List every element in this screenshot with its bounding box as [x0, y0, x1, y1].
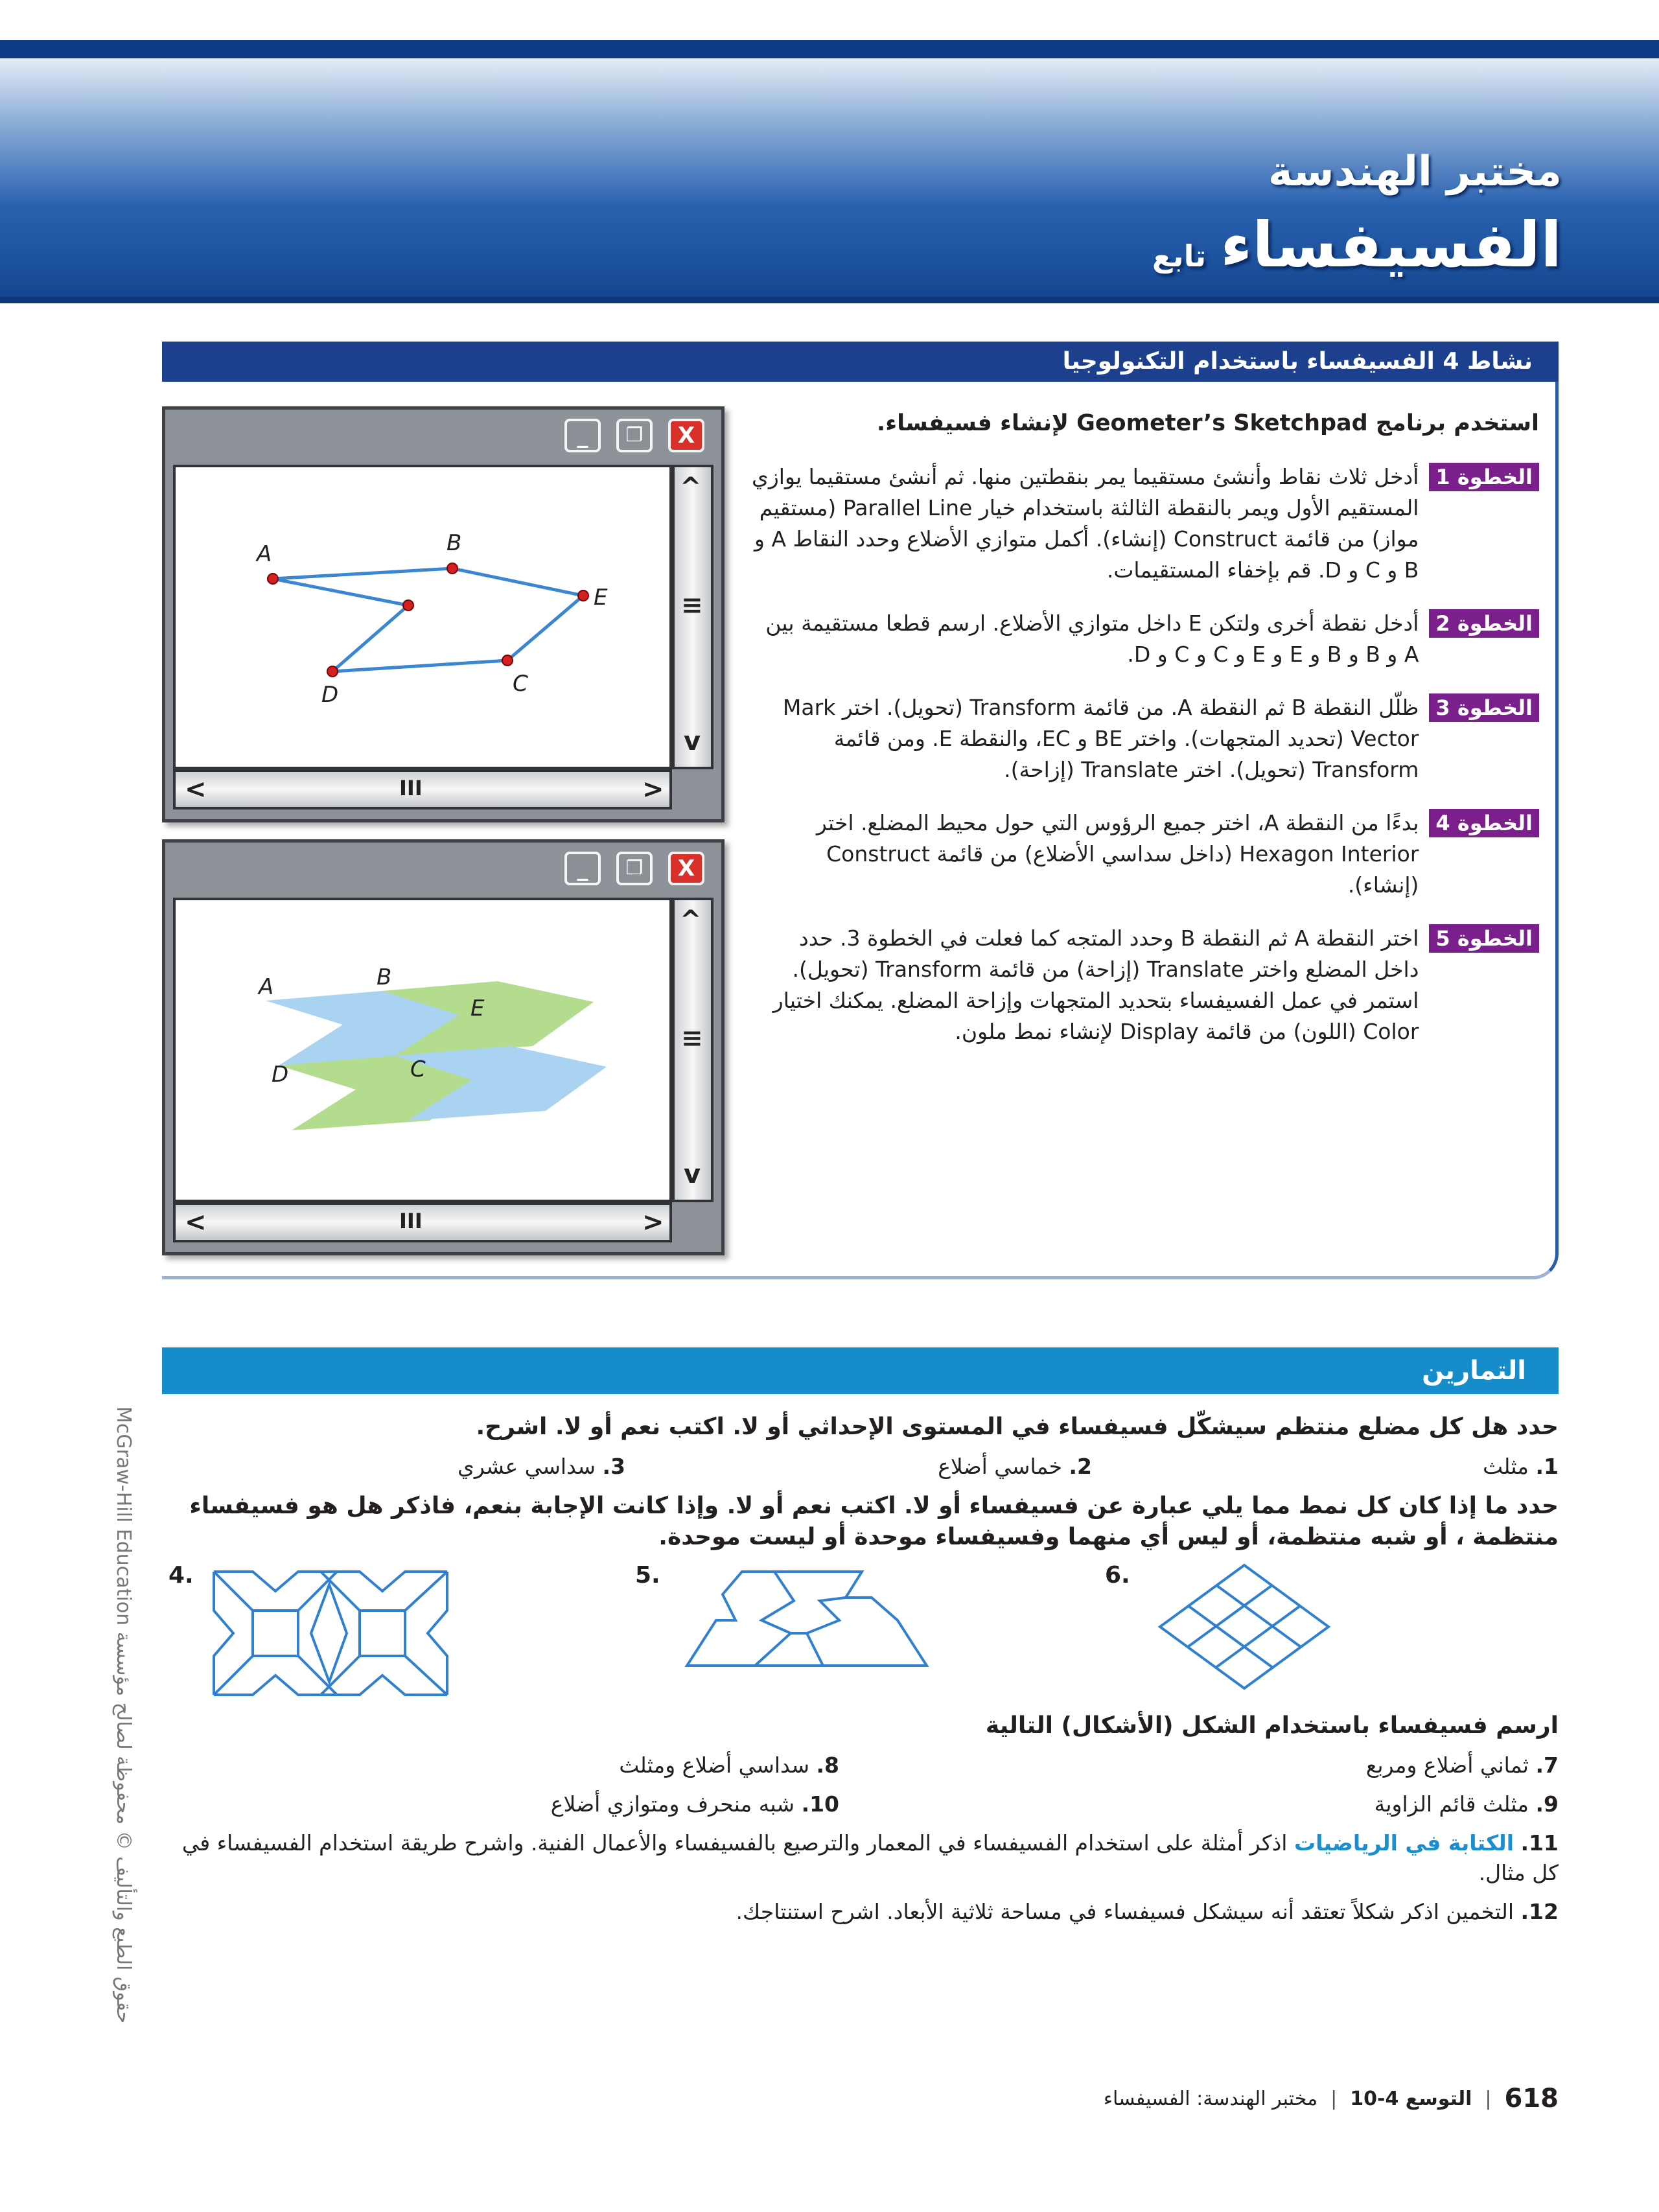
figure-5-number: 5.	[635, 1562, 660, 1589]
minimize-button[interactable]: _	[564, 852, 601, 885]
exercise-number: 1.	[1535, 1454, 1559, 1479]
page-number: 618	[1504, 2084, 1559, 2113]
step-label: الخطوة 5	[1429, 924, 1539, 953]
exercise-number: 8.	[816, 1752, 839, 1778]
page-title	[1152, 206, 1562, 295]
scroll-thumb-v[interactable]: ≡	[681, 590, 703, 620]
exercise-text: مثلث قائم الزاوية	[1374, 1791, 1529, 1817]
step-2	[752, 608, 1539, 670]
step-text: بدءًا من النقطة A، اختر جميع الرؤوس التي حول محيط المضلع. اختر Hexagon Interior (داخل سداسي الأضلاع) من قائمة Construct (إنشاء).	[816, 810, 1419, 898]
copyright-notice: McGraw-Hill Education حقوق الطبع والتأليف © محفوظة لصالح مؤسسة	[112, 1406, 135, 2024]
close-button[interactable]: X	[668, 852, 704, 885]
footer-divider: |	[1485, 2087, 1492, 2110]
exercise-7	[839, 1751, 1559, 1780]
scroll-right-button[interactable]: >	[642, 774, 664, 804]
label-d: D	[321, 682, 339, 708]
exercise-number: 2.	[1069, 1454, 1092, 1479]
exercise-3	[237, 1452, 625, 1482]
exercise-row-9-10	[165, 1789, 1559, 1819]
exercise-text: خماسي أضلاع	[938, 1454, 1062, 1479]
tessellation-drawing	[176, 900, 669, 1200]
sketchpad-window-2	[162, 839, 725, 1255]
point-c	[502, 655, 513, 666]
exercise-text: التخمين اذكر شكلاً تعتقد أنه سيشكل فسيفساء في مساحة ثلاثية الأبعاد. اشرح استنتاجك.	[736, 1899, 1514, 1924]
step-label: الخطوة 2	[1429, 609, 1539, 638]
exercise-text: مثلث	[1483, 1454, 1529, 1479]
question-2-instruction: حدد ما إذا كان كل نمط مما يلي عبارة عن فسيفساء أو لا. اكتب نعم أو لا. وإذا كانت الإجابة بنعم، فاذكر هل هو فسيفساء منتظمة ، أو شبه منتظمة، أو ليس أي منهما وفسيفساء موحدة أو ليست موحدة.	[189, 1493, 1559, 1550]
exercise-text: سداسي أضلاع ومثلث	[619, 1752, 809, 1778]
step-label: الخطوة 4	[1429, 809, 1539, 837]
sketchpad-window-1	[162, 406, 725, 822]
exercise-text: اذكر أمثلة على استخدام الفسيفساء في المعمار والترصيع بالفسيفساء والأعمال الفنية. واشرح طريقة استخدام الفسيفساء في كل مثال.	[181, 1830, 1559, 1885]
exercise-row-7-8	[165, 1751, 1559, 1780]
label-b: B	[447, 530, 462, 556]
exercise-number: 12.	[1520, 1899, 1559, 1924]
exercise-row-1-3	[165, 1452, 1559, 1482]
restore-button[interactable]: ❐	[616, 852, 653, 885]
label-b: B	[377, 964, 392, 990]
sketch-canvas[interactable]	[173, 465, 672, 769]
footer-lesson: التوسع 4-10	[1350, 2087, 1472, 2110]
scroll-left-button[interactable]: <	[185, 1207, 207, 1237]
exercise-number: 7.	[1535, 1752, 1559, 1778]
scroll-right-button[interactable]: >	[642, 1207, 664, 1237]
header-top-strip	[0, 40, 1659, 58]
scroll-left-button[interactable]: <	[185, 774, 207, 804]
scroll-up-button[interactable]: ^	[680, 472, 702, 502]
step-text: اختر النقطة A ثم النقطة B وحدد المتجه كما فعلت في الخطوة 3. حدد داخل المضلع واختر Translate (إزاحة) من قائمة Transform (تحويل). استمر في عمل الفسيفساء بتحديد المتجهات وإزاحة المضلع. يمكنك اختيار Color (اللون) من قائمة Display لإنشاء نمط ملون.	[772, 926, 1419, 1044]
figure-4-octagon-square-pattern	[207, 1565, 460, 1701]
point-interior	[403, 600, 413, 611]
scroll-thumb-h[interactable]: III	[399, 776, 423, 800]
step-3	[752, 692, 1539, 786]
step-text: ظلّل النقطة B ثم النقطة A. من قائمة Transform (تحويل). اختر Mark Vector (تحديد المتجهات). واختر BE و EC، والنقطة E. ومن قائمة Transform (تحويل). اختر Translate (إزاحة).	[782, 695, 1419, 782]
exercise-text: سداسي عشري	[458, 1454, 596, 1479]
footer-divider: |	[1330, 2087, 1338, 2110]
page-footer	[1104, 2084, 1559, 2113]
hexagon-outline-drawing	[176, 467, 669, 767]
close-button[interactable]: X	[668, 419, 704, 452]
title-tag: تابع	[1152, 239, 1207, 274]
exercise-number: 10.	[801, 1791, 839, 1817]
point-b	[447, 563, 458, 574]
figure-6-number: 6.	[1105, 1562, 1130, 1589]
figure-5-puzzle-pattern	[684, 1568, 936, 1672]
question-3-instruction: ارسم فسيفساء باستخدام الشكل (الأشكال) التالية	[985, 1712, 1559, 1739]
label-a: A	[259, 974, 274, 1000]
label-e: E	[594, 585, 608, 611]
scroll-down-button[interactable]: v	[684, 1159, 701, 1189]
activity-steps	[752, 407, 1539, 1047]
horizontal-scrollbar[interactable]	[173, 769, 672, 809]
step-label: الخطوة 1	[1429, 463, 1539, 491]
step-5	[752, 923, 1539, 1047]
exercise-text: شبه منحرف ومتوازي أضلاع	[550, 1791, 795, 1817]
exercise-1	[1092, 1452, 1559, 1482]
exercise-number: 3.	[602, 1454, 625, 1479]
vertical-scrollbar[interactable]	[672, 898, 713, 1202]
exercise-8	[256, 1751, 839, 1780]
writing-in-math-label: الكتابة في الرياضيات	[1294, 1830, 1514, 1856]
scroll-down-button[interactable]: v	[684, 727, 701, 756]
question-1-instruction: حدد هل كل مضلع منتظم سيشكّل فسيفساء في المستوى الإحداثي أو لا. اكتب نعم أو لا. اشرح.	[476, 1414, 1559, 1440]
label-d: D	[272, 1062, 289, 1088]
label-a: A	[257, 541, 272, 567]
figure-6-rhombus-pattern	[1157, 1562, 1332, 1692]
exercise-12	[165, 1897, 1559, 1927]
scroll-thumb-h[interactable]: III	[399, 1209, 423, 1233]
exercise-2	[625, 1452, 1092, 1482]
exercise-10	[256, 1789, 839, 1819]
figure-4-number: 4.	[168, 1562, 194, 1589]
label-e: E	[470, 995, 485, 1021]
activity-heading: نشاط 4 الفسيفساء باستخدام التكنولوجيا	[162, 342, 1559, 382]
sketch-canvas[interactable]	[173, 898, 672, 1202]
exercise-11	[165, 1828, 1559, 1888]
scroll-thumb-v[interactable]: ≡	[681, 1023, 703, 1053]
activity-intro: استخدم برنامج Geometer’s Sketchpad لإنشاء فسيفساء.	[876, 410, 1539, 436]
point-d	[327, 666, 338, 677]
footer-title: مختبر الهندسة: الفسيفساء	[1103, 2087, 1318, 2110]
minimize-button[interactable]: _	[564, 419, 601, 452]
exercise-9	[839, 1789, 1559, 1819]
exercise-number: 9.	[1535, 1791, 1559, 1817]
point-a	[268, 574, 278, 584]
exercise-text: ثماني أضلاع ومربع	[1365, 1752, 1529, 1778]
exercises-section	[165, 1412, 1559, 1927]
restore-button[interactable]: ❐	[616, 419, 653, 452]
hexagon-outline	[273, 568, 583, 671]
step-1	[752, 461, 1539, 586]
lab-subtitle: مختبر الهندسة	[1268, 148, 1562, 196]
step-4	[752, 808, 1539, 901]
title-text: الفسيفساء	[1220, 209, 1562, 281]
vertical-scrollbar[interactable]	[672, 465, 713, 769]
step-text: أدخل ثلاث نقاط وأنشئ مستقيما يمر بنقطتين منها. ثم أنشئ مستقيما يوازي المستقيم الأول ويمر بالنقطة الثالثة باستخدام خيار Parallel Line (مستقيم مواز) من قائمة Construct (إنشاء). أكمل متوازي الأضلاع وحدد النقاط A و B و C و D. قم بإخفاء المستقيمات.	[752, 464, 1419, 583]
exercise-number: 11.	[1520, 1830, 1559, 1856]
label-c: C	[410, 1056, 426, 1082]
scroll-up-button[interactable]: ^	[680, 905, 702, 935]
exercises-heading: التمارين	[162, 1347, 1559, 1394]
step-label: الخطوة 3	[1429, 693, 1539, 722]
step-text: أدخل نقطة أخرى ولتكن E داخل متوازي الأضلاع. ارسم قطعا مستقيمة بين A و B و B و E و E و C و C و D.	[765, 611, 1419, 667]
label-c: C	[513, 671, 528, 697]
point-e	[578, 590, 588, 601]
horizontal-scrollbar[interactable]	[173, 1202, 672, 1242]
figure-row	[165, 1562, 1559, 1701]
